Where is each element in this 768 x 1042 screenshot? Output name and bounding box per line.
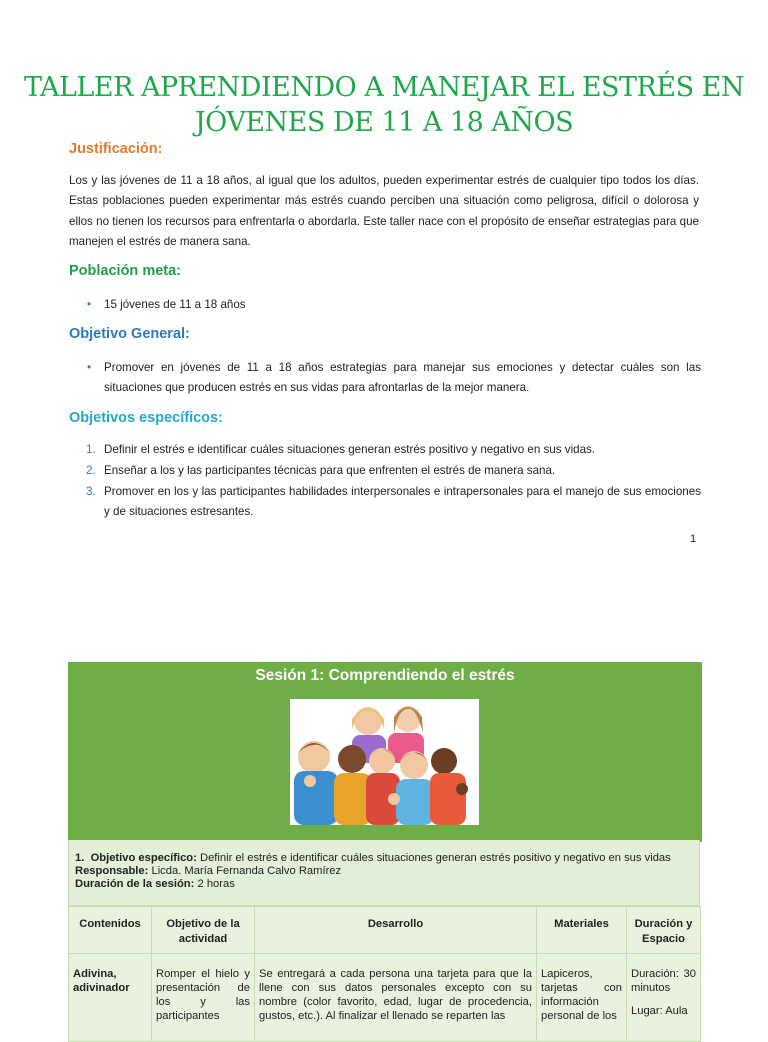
specific-objectives-heading: Objetivos específicos:: [69, 410, 223, 426]
general-objective-heading: Objetivo General:: [69, 326, 190, 342]
page-number: 1: [690, 533, 697, 545]
table-cell: Adivina, adivinador: [69, 954, 152, 1042]
justification-heading: Justificación:: [69, 141, 163, 157]
column-header: Materiales: [537, 907, 627, 954]
specific-objectives-list: [69, 440, 701, 523]
table-header-row: [69, 907, 701, 954]
justification-paragraph: Los y las jóvenes de 11 a 18 años, al igual que los adultos, pueden experimentar estrés de cualquier tipo todos los días. Estas poblaciones pueden experimentar más estrés cuando perciben una situación como peligrosa, difícil o dolorosa y ellos no tienen los recursos para enfrentarla o abordarla. Este taller nace con el propósito de enseñar estrategias para que manejen el estrés de manera sana.: [69, 174, 699, 248]
list-item: 2. Enseñar a los y las participantes técnicas para que enfrenten el estrés de manera sana.: [86, 464, 556, 477]
table-cell: Se entregará a cada persona una tarjeta para que la llene con sus datos personales excepto con su nombre (color favorito, edad, lugar de procedencia, gustos, etc.). Al finalizar el llenado se reparten las: [255, 954, 537, 1042]
table-row: [69, 954, 701, 1042]
session-header: [68, 662, 702, 842]
table-cell: Duración: 30 minutos Lugar: Aula: [627, 954, 701, 1042]
target-population-heading: Población meta:: [69, 263, 181, 279]
kids-photo-illustration: [290, 699, 479, 825]
column-header: Contenidos: [69, 907, 152, 954]
session-title: Sesión 1: Comprendiendo el estrés: [255, 667, 515, 684]
session-plan-table: [68, 906, 701, 1042]
bullet-icon: •: [87, 361, 92, 374]
list-item: • 15 jóvenes de 11 a 18 años: [69, 295, 701, 315]
bullet-icon: •: [87, 298, 92, 311]
list-item: 1. Definir el estrés e identificar cuáles situaciones generan estrés positivo y negativo en sus vidas.: [86, 443, 596, 456]
table-cell: Romper el hielo y presentación de los y las participantes: [152, 954, 255, 1042]
document-title-line1: TALLER APRENDIENDO A MANEJAR EL ESTRÉS EN: [23, 72, 745, 103]
column-header: Objetivo de la actividad: [152, 907, 255, 954]
column-header: Duración y Espacio: [627, 907, 701, 954]
target-population-list: [69, 295, 701, 315]
objective-line: 1. Objetivo específico: Definir el estrés e identificar cuáles situaciones generan estrés positivo y negativo en sus vidas: [75, 852, 671, 864]
general-objective-list: [69, 358, 701, 397]
column-header: Desarrollo: [255, 907, 537, 954]
document-title: [0, 70, 768, 140]
session-info: [68, 840, 700, 906]
list-item: 3. Promover en los y las participantes habilidades interpersonales e intrapersonales para el manejo de sus emociones y de situaciones estresantes.: [86, 485, 701, 518]
duration-line: Duración de la sesión: 2 horas: [75, 878, 235, 890]
table-cell: Lapiceros, tarjetas con información personal de los: [537, 954, 627, 1042]
responsible-line: Responsable: Licda. María Fernanda Calvo Ramírez: [75, 865, 342, 877]
document-title-line2: JÓVENES DE 11 A 18 AÑOS: [194, 107, 574, 138]
kids-photo: [290, 699, 479, 825]
list-item: • Promover en jóvenes de 11 a 18 años estrategias para manejar sus emociones y detectar cuáles son las situaciones que producen estrés en sus vidas para afrontarlas de la mejor manera.: [69, 358, 701, 397]
